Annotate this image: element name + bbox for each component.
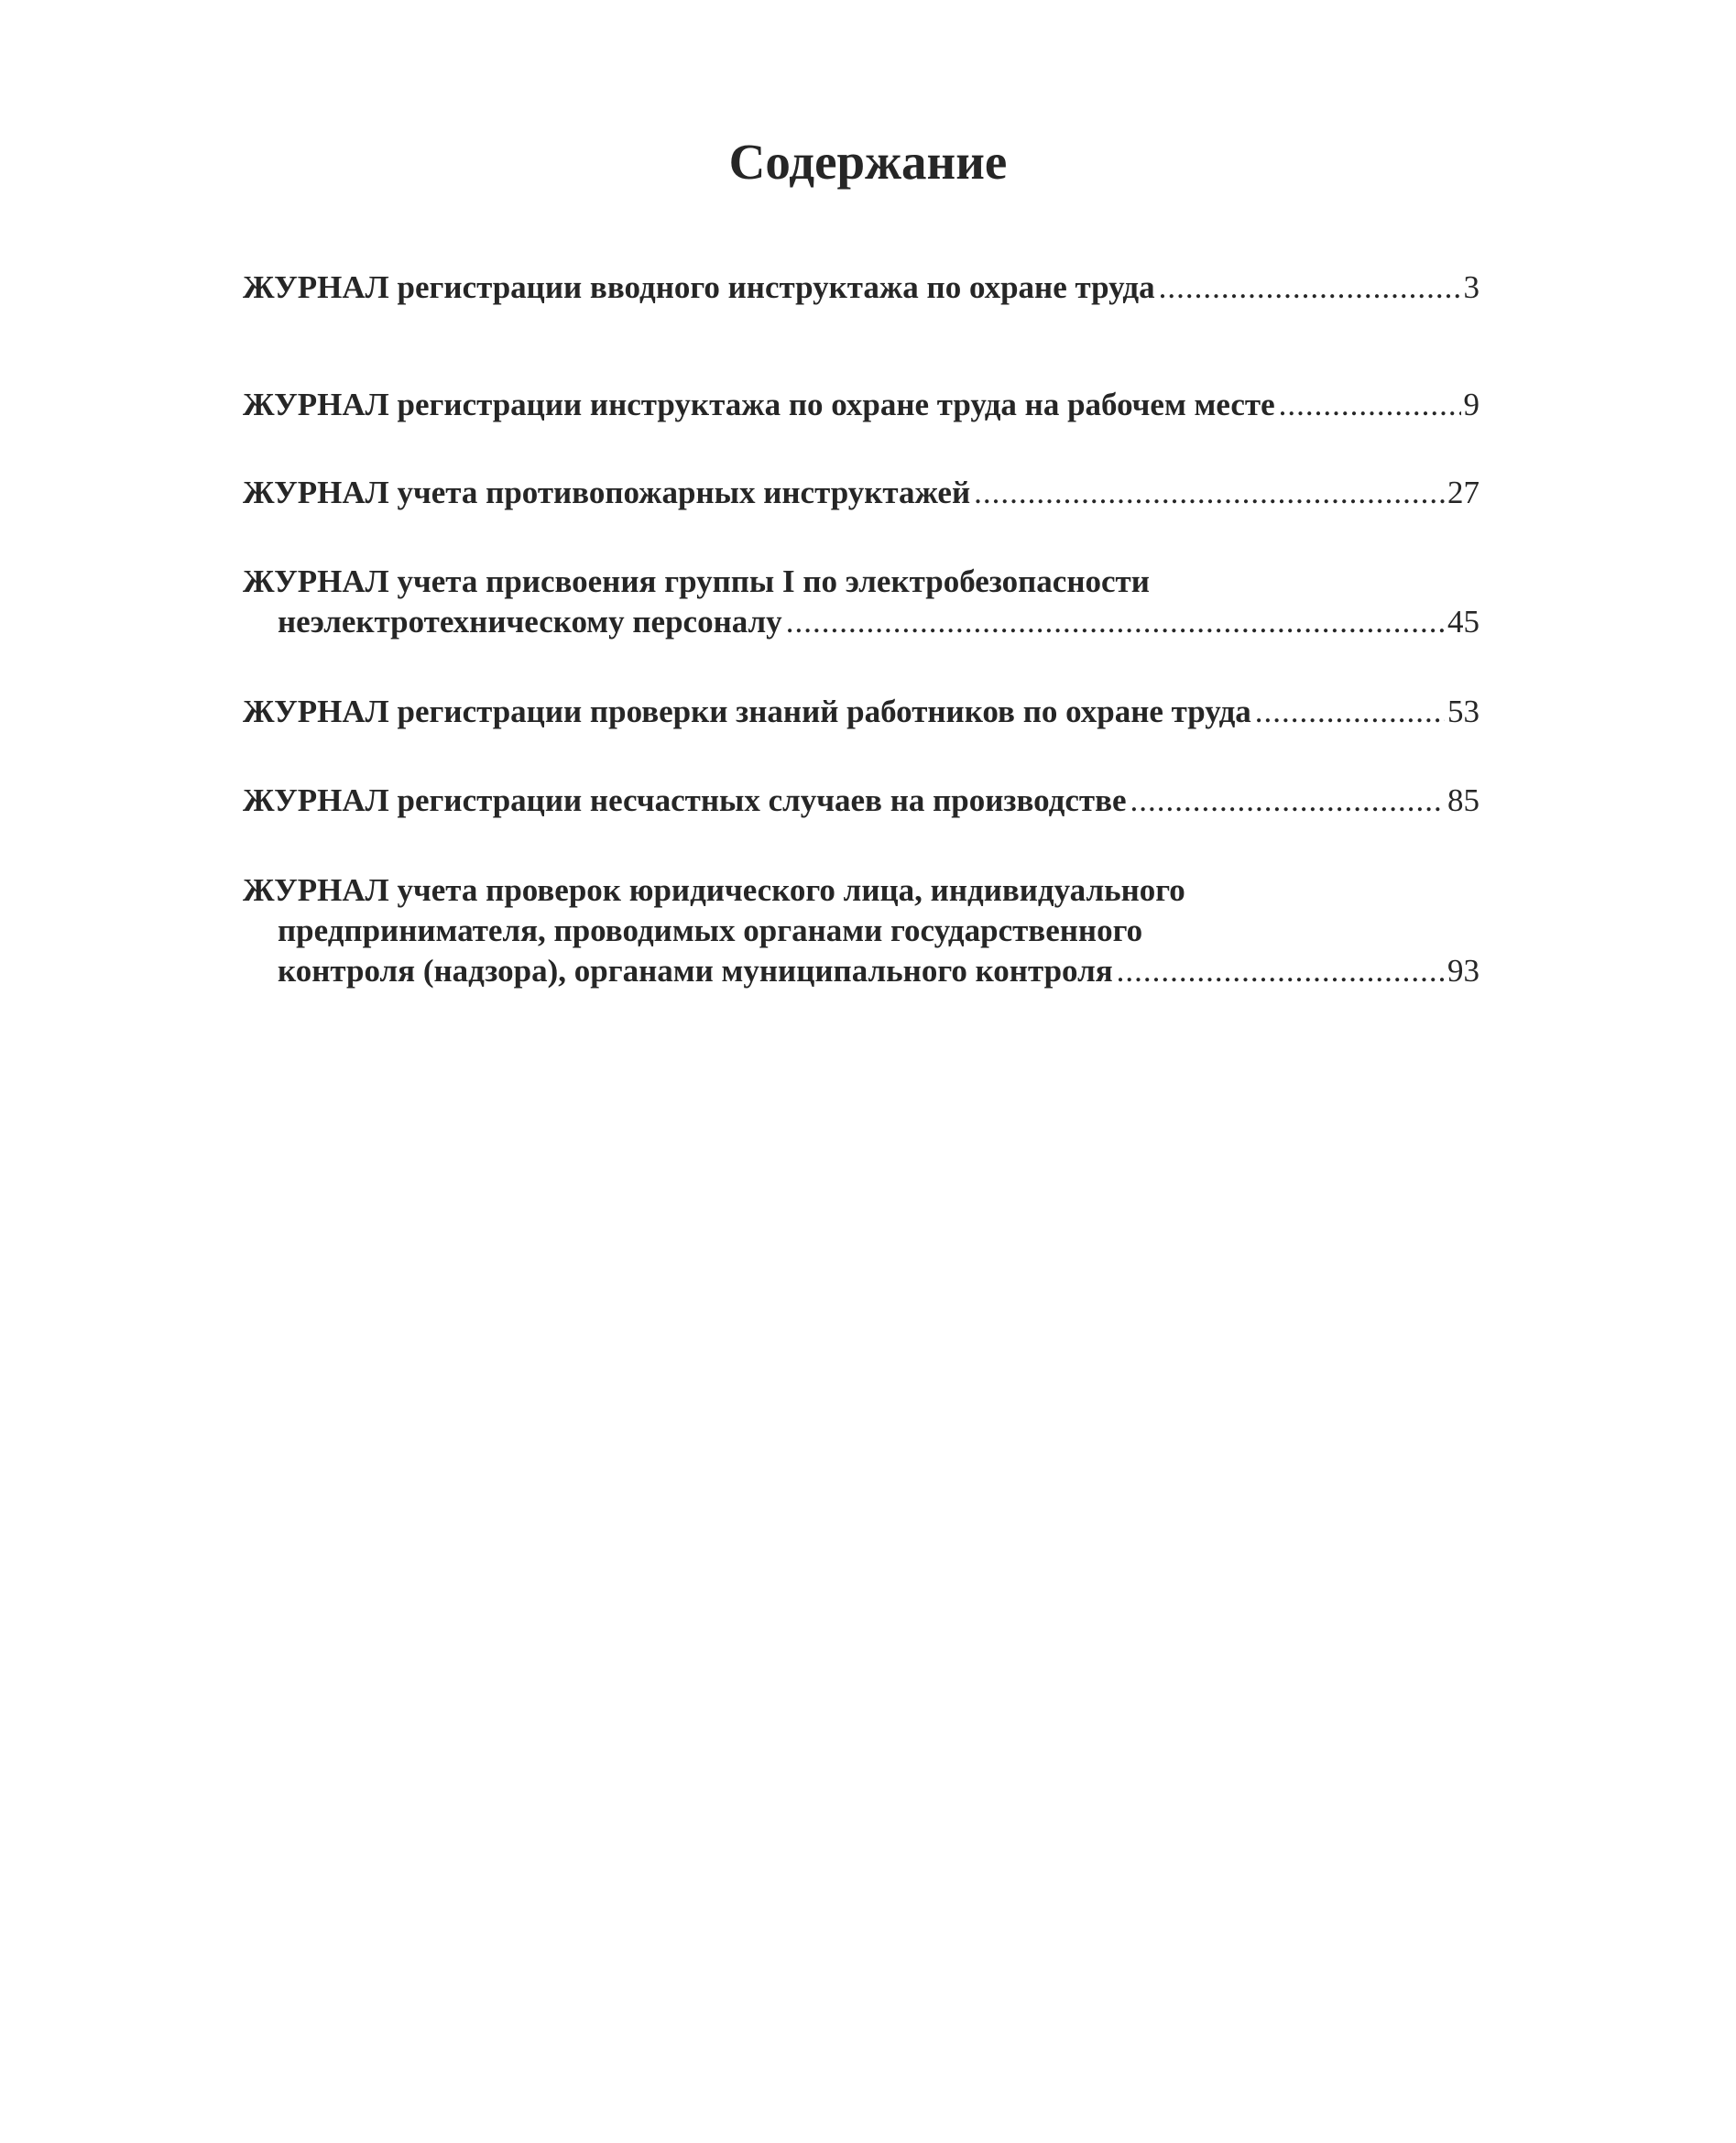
toc-page-number: 3 [1463, 269, 1479, 305]
toc-entry-title: ЖУРНАЛ регистрации вводного инструктажа по охране труда [243, 269, 1155, 305]
toc-entry-line [243, 385, 1479, 425]
toc-page-number: 9 [1463, 387, 1479, 422]
toc-entry[interactable] [243, 268, 1479, 308]
toc-entry-title: ЖУРНАЛ учета противопожарных инструктажей [243, 475, 971, 510]
toc-entry-title: ЖУРНАЛ регистрации проверки знаний работников по охране труда [243, 694, 1251, 729]
toc-entry-title: ЖУРНАЛ регистрации инструктажа по охране труда на рабочем месте [243, 387, 1275, 422]
toc-entry-title-line: ЖУРНАЛ учета проверок юридического лица, индивидуального [243, 872, 1185, 908]
toc-page-number: 45 [1447, 604, 1479, 640]
toc-entry-line [243, 692, 1479, 732]
leader-dots [1159, 268, 1461, 308]
leader-dots [786, 602, 1445, 642]
toc-page-number: 27 [1447, 475, 1479, 510]
toc-entry-title-continuation: неэлектротехническому персоналу [278, 604, 782, 640]
toc-entry-title: ЖУРНАЛ регистрации несчастных случаев на производстве [243, 782, 1127, 818]
toc-entry[interactable] [243, 385, 1479, 425]
toc-entry-title-line: ЖУРНАЛ учета присвоения группы I по электробезопасности [243, 563, 1150, 599]
leader-dots [1130, 781, 1446, 821]
toc-entry[interactable] [243, 473, 1479, 513]
leader-dots [1117, 951, 1445, 991]
toc-entry[interactable] [243, 562, 1479, 642]
leader-dots [1255, 692, 1445, 732]
leader-dots [1279, 385, 1461, 425]
toc-page-number: 93 [1447, 953, 1479, 989]
toc-entry-line [243, 602, 1479, 642]
toc-page-number: 53 [1447, 694, 1479, 729]
toc-page-number: 85 [1447, 782, 1479, 818]
page-title: Содержание [728, 134, 1008, 190]
toc-entry-title-continuation: предпринимателя, проводимых органами государственного [278, 913, 1143, 948]
toc-entry[interactable] [243, 781, 1479, 821]
toc-entry-line [243, 951, 1479, 991]
toc-entry-line [243, 473, 1479, 513]
toc-entry-line [243, 268, 1479, 308]
toc-entry-line [243, 781, 1479, 821]
toc-entry[interactable] [243, 692, 1479, 732]
toc-entry-title-continuation: контроля (надзора), органами муниципального контроля [278, 953, 1113, 989]
toc-entry[interactable] [243, 870, 1479, 991]
leader-dots [974, 473, 1445, 513]
